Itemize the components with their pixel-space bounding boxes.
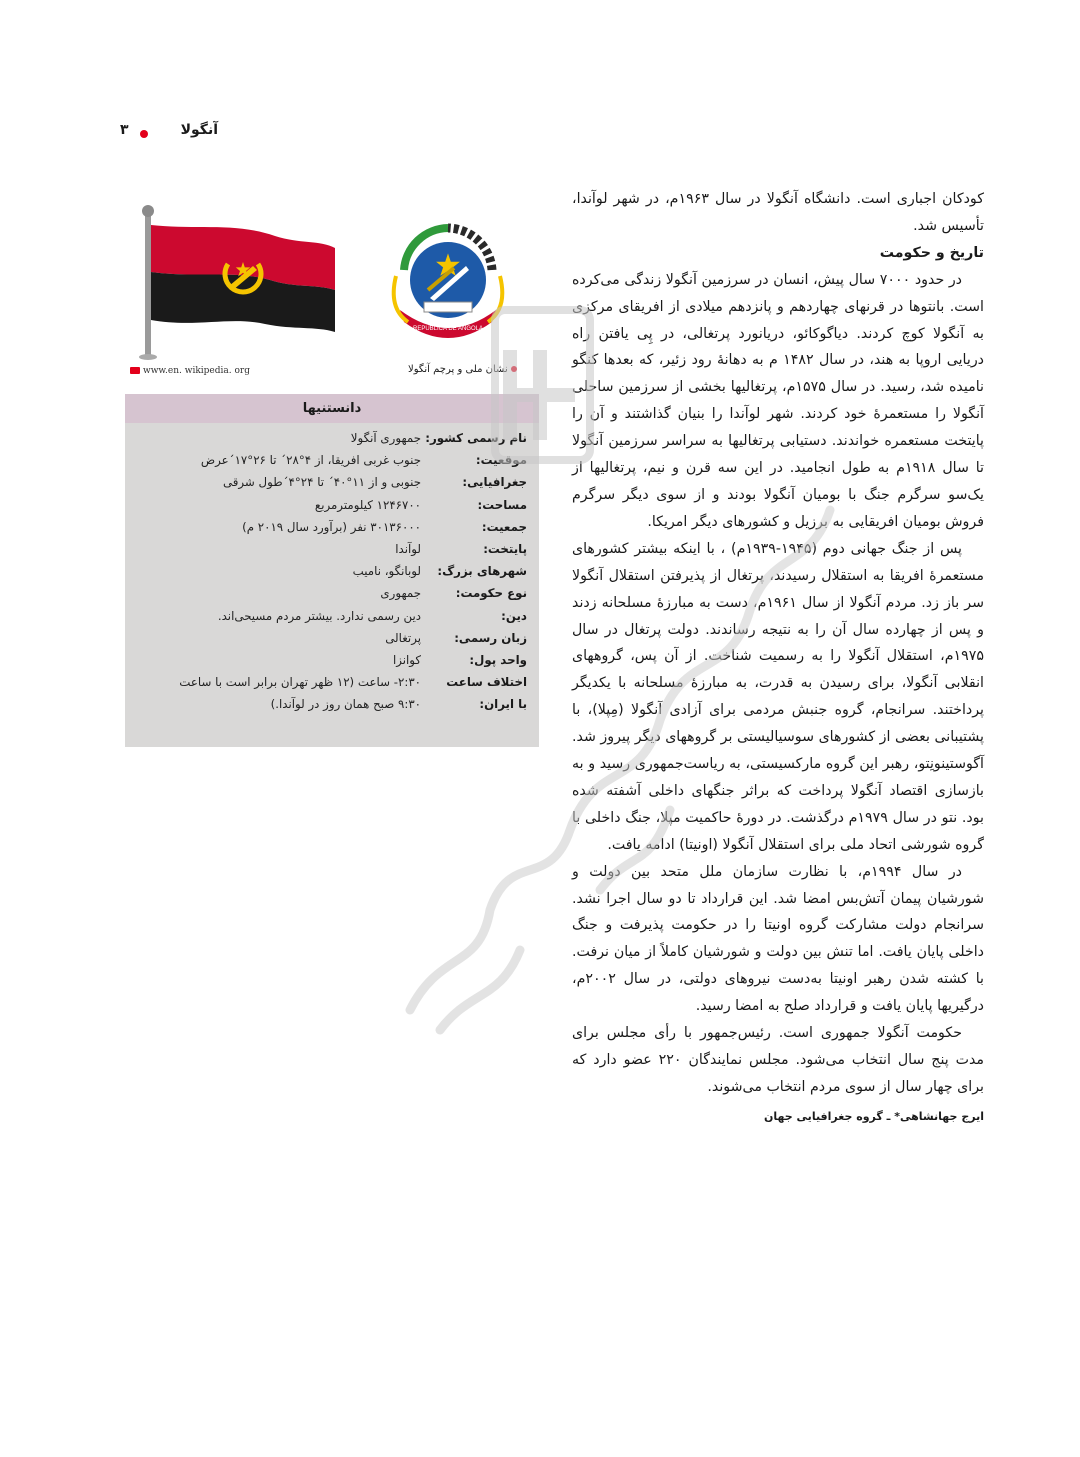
fact-key: اختلاف ساعت bbox=[446, 675, 527, 690]
facts-title: دانستنیها bbox=[125, 394, 539, 423]
image-source-caption bbox=[130, 366, 250, 376]
source-url: www.en. wikipedia. org bbox=[143, 366, 250, 376]
fact-row bbox=[137, 494, 527, 516]
flag-image bbox=[139, 205, 335, 360]
fact-key: شهرهای بزرگ: bbox=[437, 564, 527, 579]
fact-row bbox=[137, 693, 527, 715]
fact-value: جمهوری bbox=[380, 586, 421, 601]
facts-list bbox=[125, 423, 539, 716]
flag-emblem-illustration bbox=[125, 200, 540, 385]
fact-key: جغرافیایی: bbox=[462, 475, 527, 490]
fact-row bbox=[137, 538, 527, 560]
fact-value: جنوبی و از ۱۱°۴۰´ تا ۲۴°۴´طول شرقی bbox=[222, 475, 421, 490]
fact-value: پرتغالی bbox=[385, 630, 421, 645]
fact-row bbox=[137, 649, 527, 671]
fact-row bbox=[137, 627, 527, 649]
fact-key: نوع حکومت: bbox=[455, 586, 527, 601]
fact-value: جمهوری آنگولا bbox=[350, 431, 421, 445]
page-number: ۳ bbox=[120, 122, 129, 138]
page-title: آنگولا bbox=[180, 122, 218, 138]
fact-value: لوآندا bbox=[395, 542, 421, 557]
fact-value: کوانزا bbox=[392, 653, 421, 668]
paragraph: پس از جنگ جهانی دوم (۱۹۴۵-۱۹۳۹م) ، با اینکه بیشتر کشورهای مستعمرهٔ افریقا به استقلال رسیدند، پرتغال از پذیرفتن استقلال آنگولا سر باز زد. مردم آنگولا از سال ۱۹۶۱م، دست به مبارزهٔ مسلحانه زدند و پس از چهارده سال آن را به نتیجه رساندند. دولت پرتغال در سال ۱۹۷۵م، استقلال آنگولا را به رسمیت شناخت. از آن پس، گروههای انقلابی آنگولا، برای رسیدن به قدرت، به مبارزهٔ مسلحانه با یکدیگر پرداختند. سرانجام، گروه جنبش مردمی برای آزادی آنگولا (مِپلا)، با پشتیبانی بعضی از کشورهای سوسیالیستی بر گروههای دیگر پیروز شد. آگوستینونِتو، رهبر این گروه مارکسیستی، به ریاست‌جمهوری رسید و به بازسازی اقتصاد آنگولا پرداخت که براثر جنگهای داخلی آشفته شده بود. نتو در سال ۱۹۷۹م درگذشت. در دورهٔ حاکمیت مپلا، جنگ داخلی با گروه شورشی اتحاد ملی برای استقلال آنگولا (اونیتا) ادامه یافت. bbox=[572, 540, 984, 853]
facts-box bbox=[125, 394, 539, 747]
fact-row bbox=[137, 449, 527, 471]
fact-row bbox=[137, 671, 527, 693]
fact-row bbox=[137, 427, 527, 449]
national-emblem bbox=[393, 225, 503, 338]
page-header bbox=[118, 122, 218, 146]
fact-value: جنوب غربی افریقا، از ۴°۲۸´ تا ۲۶°۱۷´عرض bbox=[200, 453, 421, 468]
section-heading: تاریخ و حکومت bbox=[879, 244, 984, 261]
caption-text: نشان ملی و پرچم آنگولا bbox=[408, 364, 508, 375]
header-dot-icon bbox=[140, 130, 148, 138]
fact-value: ۲:۳۰- ساعت (۱۲ ظهر تهران برابر است با ساعت bbox=[179, 675, 421, 690]
fact-key: نام رسمی کشور: bbox=[425, 431, 527, 445]
fact-key: جمعیت: bbox=[481, 519, 527, 534]
fact-key: با ایران: bbox=[479, 697, 527, 712]
fact-row bbox=[137, 605, 527, 627]
web-link-icon bbox=[130, 367, 140, 374]
fact-key: مساحت: bbox=[477, 497, 527, 512]
paragraph: در سال ۱۹۹۴م، با نظارت سازمان ملل متحد بین دولت و شورشیان پیمان آتش‌بس امضا شد. این قرارداد تا دو سال اجرا نشد. سرانجام دولت مشارکت گروه اونیتا را در حکومت پذیرفت و جنگ داخلی پایان یافت. اما تنش بین دولت و شورشیان کاملاً از میان نرفت. با کشته شدن رهبر اونیتا به‌دست نیروهای دولتی، در سال ۲۰۰۲م، درگیریها پایان یافت و قرارداد صلح به امضا رسید. bbox=[572, 863, 984, 1015]
fact-key: واحد پول: bbox=[469, 653, 527, 668]
author-credit: ایرج جهانشاهی* ـ گروه جغرافیایی جهان bbox=[764, 1109, 984, 1123]
article-body bbox=[572, 186, 984, 1125]
fact-key: پایتخت: bbox=[483, 542, 527, 557]
fact-value: ۹:۳۰ صبح همان روز در لوآندا.) bbox=[270, 697, 421, 712]
fact-key: دین: bbox=[501, 608, 527, 623]
paragraph: حکومت آنگولا جمهوری است. رئیس‌جمهور با رأی مجلس برای مدت پنج سال انتخاب می‌شود. مجلس نمایندگان ۲۲۰ عضو دارد که برای چهار سال از سوی مردم انتخاب می‌شوند. bbox=[572, 1025, 985, 1095]
image-caption bbox=[408, 364, 517, 375]
caption-dot-icon bbox=[511, 366, 517, 372]
fact-row bbox=[137, 516, 527, 538]
emblem-text: REPUBLICA DE ANGOLA bbox=[412, 326, 484, 332]
fact-value: ۱۲۴۶۷۰۰ کیلومترمربع bbox=[314, 497, 421, 512]
fact-key: زبان رسمی: bbox=[454, 630, 527, 645]
fact-row bbox=[137, 582, 527, 604]
fact-value: ۳۰۱۳۶۰۰۰ نفر (برآورد سال ۲۰۱۹ م) bbox=[242, 519, 421, 534]
fact-value: دین رسمی ندارد. بیشتر مردم مسیحی‌اند. bbox=[217, 608, 421, 623]
fact-row bbox=[137, 471, 527, 493]
fact-key: موقعیت: bbox=[475, 453, 527, 468]
fact-value: لوبانگو، نامیب bbox=[352, 564, 421, 579]
paragraph: کودکان اجباری است. دانشگاه آنگولا در سال ۱۹۶۳م، در شهر لوآندا، تأسیس شد. bbox=[572, 191, 984, 234]
paragraph: در حدود ۷۰۰۰ سال پیش، انسان در سرزمین آنگولا زندگی می‌کرده است. بانتوها در قرنهای چهاردهم و پانزدهم میلادی از افریقای مرکزی به آنگولا کوچ کردند. دیاگوکائو، دریانورد پرتغالی، در پِی یافتن راه دریایی اروپا به هند، در سال ۱۴۸۲ م به دهانهٔ رود زئیر، که بعدها کنگو نامیده شد، رسید. در سال ۱۵۷۵م، پرتغالیها بخشی از سرزمین ساحلی آنگولا را مستعمرهٔ خود کردند. شهر لوآندا را بنیان گذاشتند و آن را پایتخت مستعمره خواندند. دستیابی پرتغالیها به سراسر سرزمین آنگولا تا سال ۱۹۱۸م به طول انجامید. در این سه قرن و نیم، پرتغالیها از یک‌سو سرگرم جنگ با بومیان آنگولا بودند و از سوی دیگر سرگرم فروش بومیان افریقایی به برزیل و کشورهای دیگر امریکا. bbox=[572, 271, 984, 530]
fact-row bbox=[137, 560, 527, 582]
